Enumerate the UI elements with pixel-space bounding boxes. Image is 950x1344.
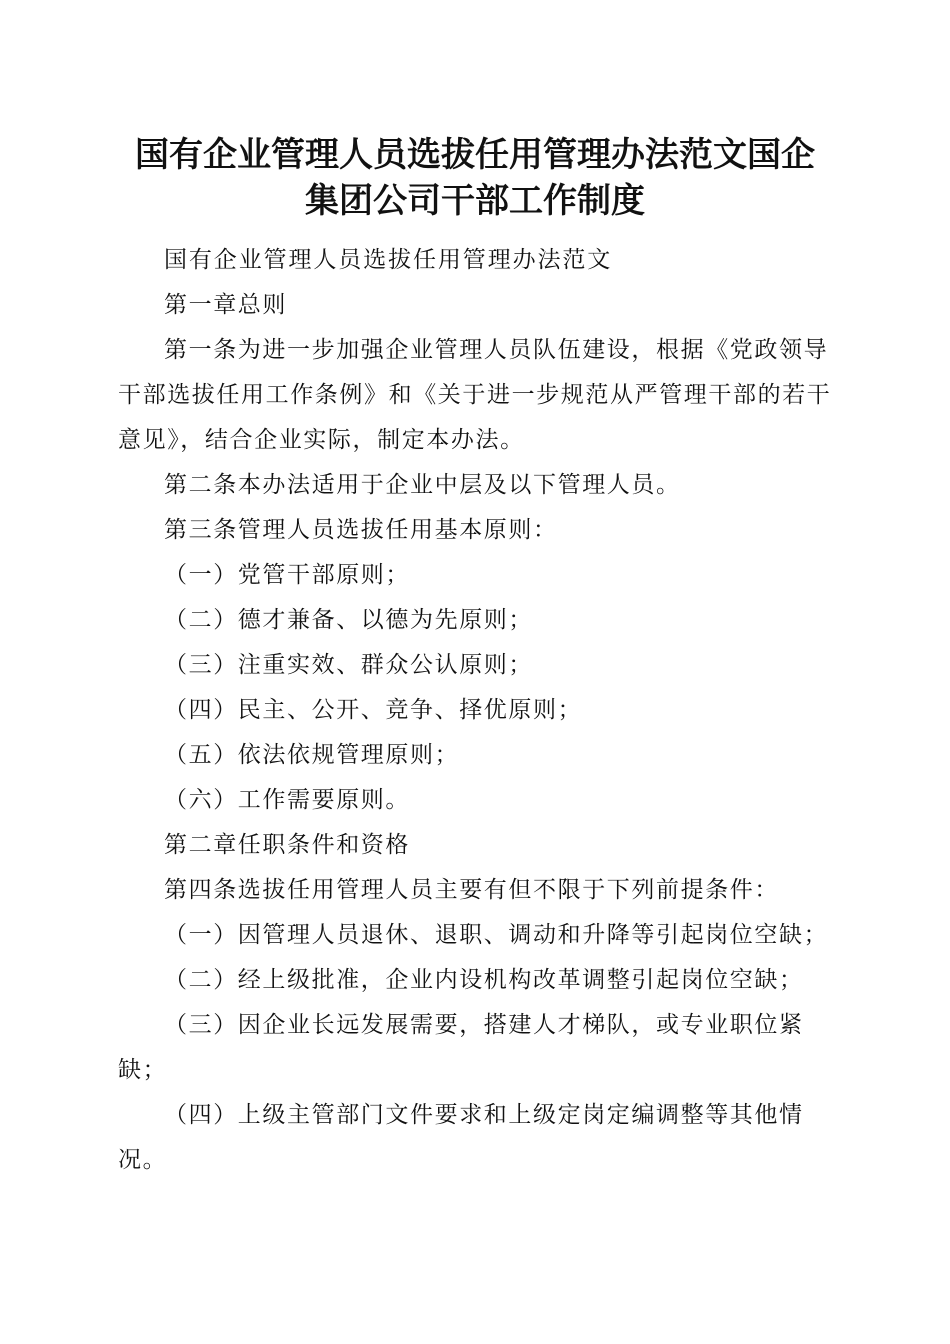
list-item: （二）德才兼备、以德为先原则； <box>164 607 533 633</box>
chapter-heading: 第二章任职条件和资格 <box>164 832 410 858</box>
list-item: （五）依法依规管理原则； <box>164 742 460 768</box>
chapter-heading: 第一章总则 <box>164 292 287 318</box>
list-item: （四）上级主管部门文件要求和上级定岗定编调整等其他情况。 <box>118 1102 804 1173</box>
document-subtitle: 国有企业管理人员选拔任用管理办法范文 <box>164 247 613 273</box>
list-item: （一）因管理人员退休、退职、调动和升降等引起岗位空缺； <box>164 922 829 948</box>
list-item: （六）工作需要原则。 <box>164 787 410 813</box>
list-item: （四）民主、公开、竞争、择优原则； <box>164 697 583 723</box>
article-paragraph: 第四条选拔任用管理人员主要有但不限于下列前提条件： <box>164 877 779 903</box>
document-title-line-1: 国有企业管理人员选拔任用管理办法范文国企 <box>135 135 815 175</box>
article-paragraph: 第三条管理人员选拔任用基本原则： <box>164 517 558 543</box>
list-item: （二）经上级批准，企业内设机构改革调整引起岗位空缺； <box>164 967 804 993</box>
article-paragraph: 第二条本办法适用于企业中层及以下管理人员。 <box>164 472 681 498</box>
list-item: （三）因企业长远发展需要，搭建人才梯队，或专业职位紧缺； <box>118 1012 804 1083</box>
list-item: （三）注重实效、群众公认原则； <box>164 652 533 678</box>
document-title <box>118 132 832 224</box>
document-title-line-2: 集团公司干部工作制度 <box>305 181 645 221</box>
article-paragraph: 第一条为进一步加强企业管理人员队伍建设，根据《党政领导干部选拔任用工作条例》和《关于进一步规范从严管理干部的若干意见》，结合企业实际，制定本办法。 <box>118 337 832 453</box>
list-item: （一）党管干部原则； <box>164 562 410 588</box>
